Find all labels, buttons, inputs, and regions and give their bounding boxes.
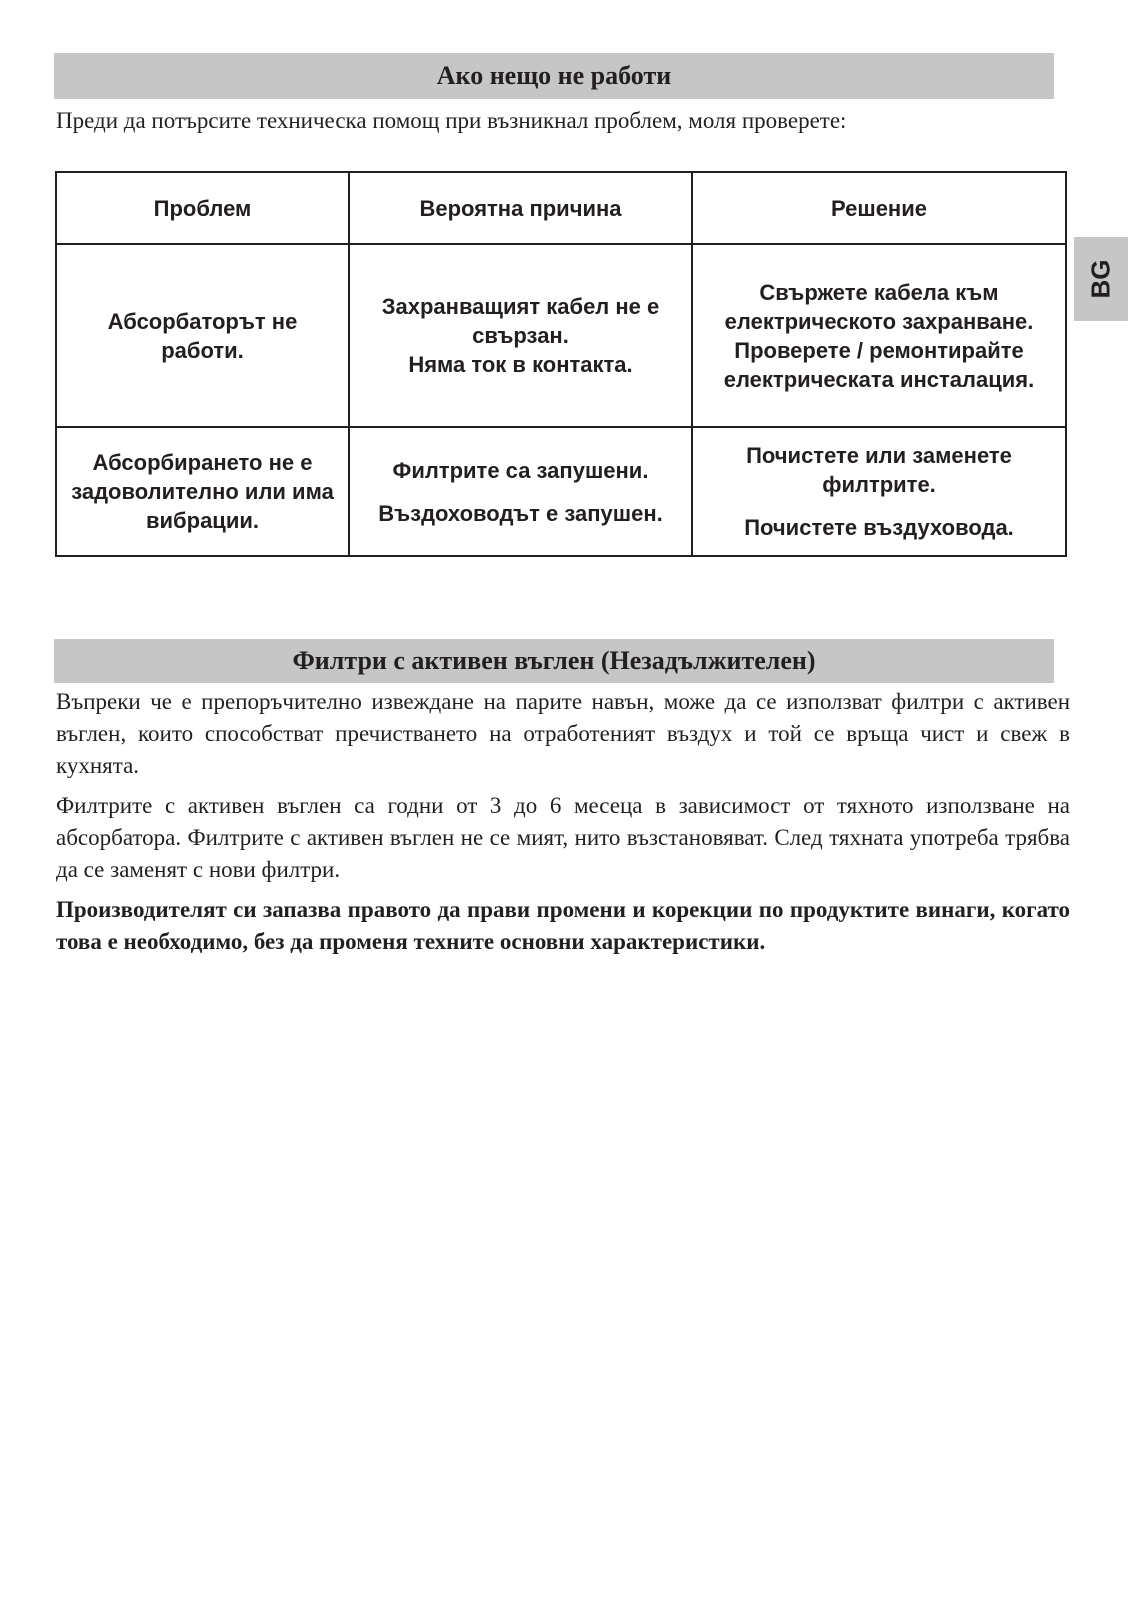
intro-text: Преди да потърсите техническа помощ при възникнал проблем, моля проверете: — [56, 108, 847, 133]
cell-cause — [349, 244, 692, 427]
paragraph: Въпреки че е препоръчително извеждане на парите навън, може да се използват филтри с активен въглен, които способстват пречистването на отработеният въздух и той се връща чист и свеж в кухнята. — [56, 689, 1070, 778]
cell-text: Няма ток в контакта. — [408, 352, 633, 377]
header-cause: Вероятна причина — [349, 172, 692, 244]
cell-solution — [692, 427, 1066, 556]
language-tab-label: BG — [1085, 259, 1116, 299]
section-title-carbon-filters: Филтри с активен въглен (Незадължителен) — [54, 639, 1054, 683]
header-solution: Решение — [692, 172, 1066, 244]
cell-problem — [56, 244, 349, 427]
header-problem: Проблем — [56, 172, 349, 244]
cell-solution — [692, 244, 1066, 427]
cell-text: Абсорбаторът не работи. — [107, 308, 298, 363]
cell-problem — [56, 427, 349, 556]
table-row — [56, 427, 1066, 556]
section-title-troubleshooting: Ако нещо не работи — [54, 53, 1054, 99]
cell-text: Захранващият кабел не е свързан. — [381, 294, 660, 348]
manufacturer-notice: Производителят си запазва правото да прави промени и корекции по продуктите винаги, когато това е необходимо, без да променя техните основни характеристики. — [56, 897, 1070, 954]
cell-text: Въздоховодът е запушен. — [378, 500, 663, 526]
troubleshooting-table — [55, 171, 1067, 557]
paragraph: Филтрите с активен въглен са годни от 3 до 6 месеца в зависимост от тяхното използване на абсорбатора. Филтрите с активен въглен не се мият, нито възстановяват. След тяхната употреба трябва да се заменят с нови филтри. — [56, 793, 1070, 882]
cell-text: Почистете или заменете филтрите. — [746, 443, 1012, 497]
cell-text: Филтрите са запушени. — [392, 457, 649, 483]
cell-cause — [349, 427, 692, 556]
cell-text: Абсорбирането не е задоволително или има вибрации. — [71, 450, 334, 533]
cell-text: Почистете въздуховода. — [744, 515, 1014, 540]
table-row — [56, 244, 1066, 427]
language-tab — [1074, 237, 1128, 321]
cell-text: Свържете кабела към електрическото захранване. — [724, 279, 1034, 334]
table-header-row — [56, 172, 1066, 244]
cell-text: Проверете / ремонтирайте електрическата инсталация. — [723, 337, 1035, 392]
